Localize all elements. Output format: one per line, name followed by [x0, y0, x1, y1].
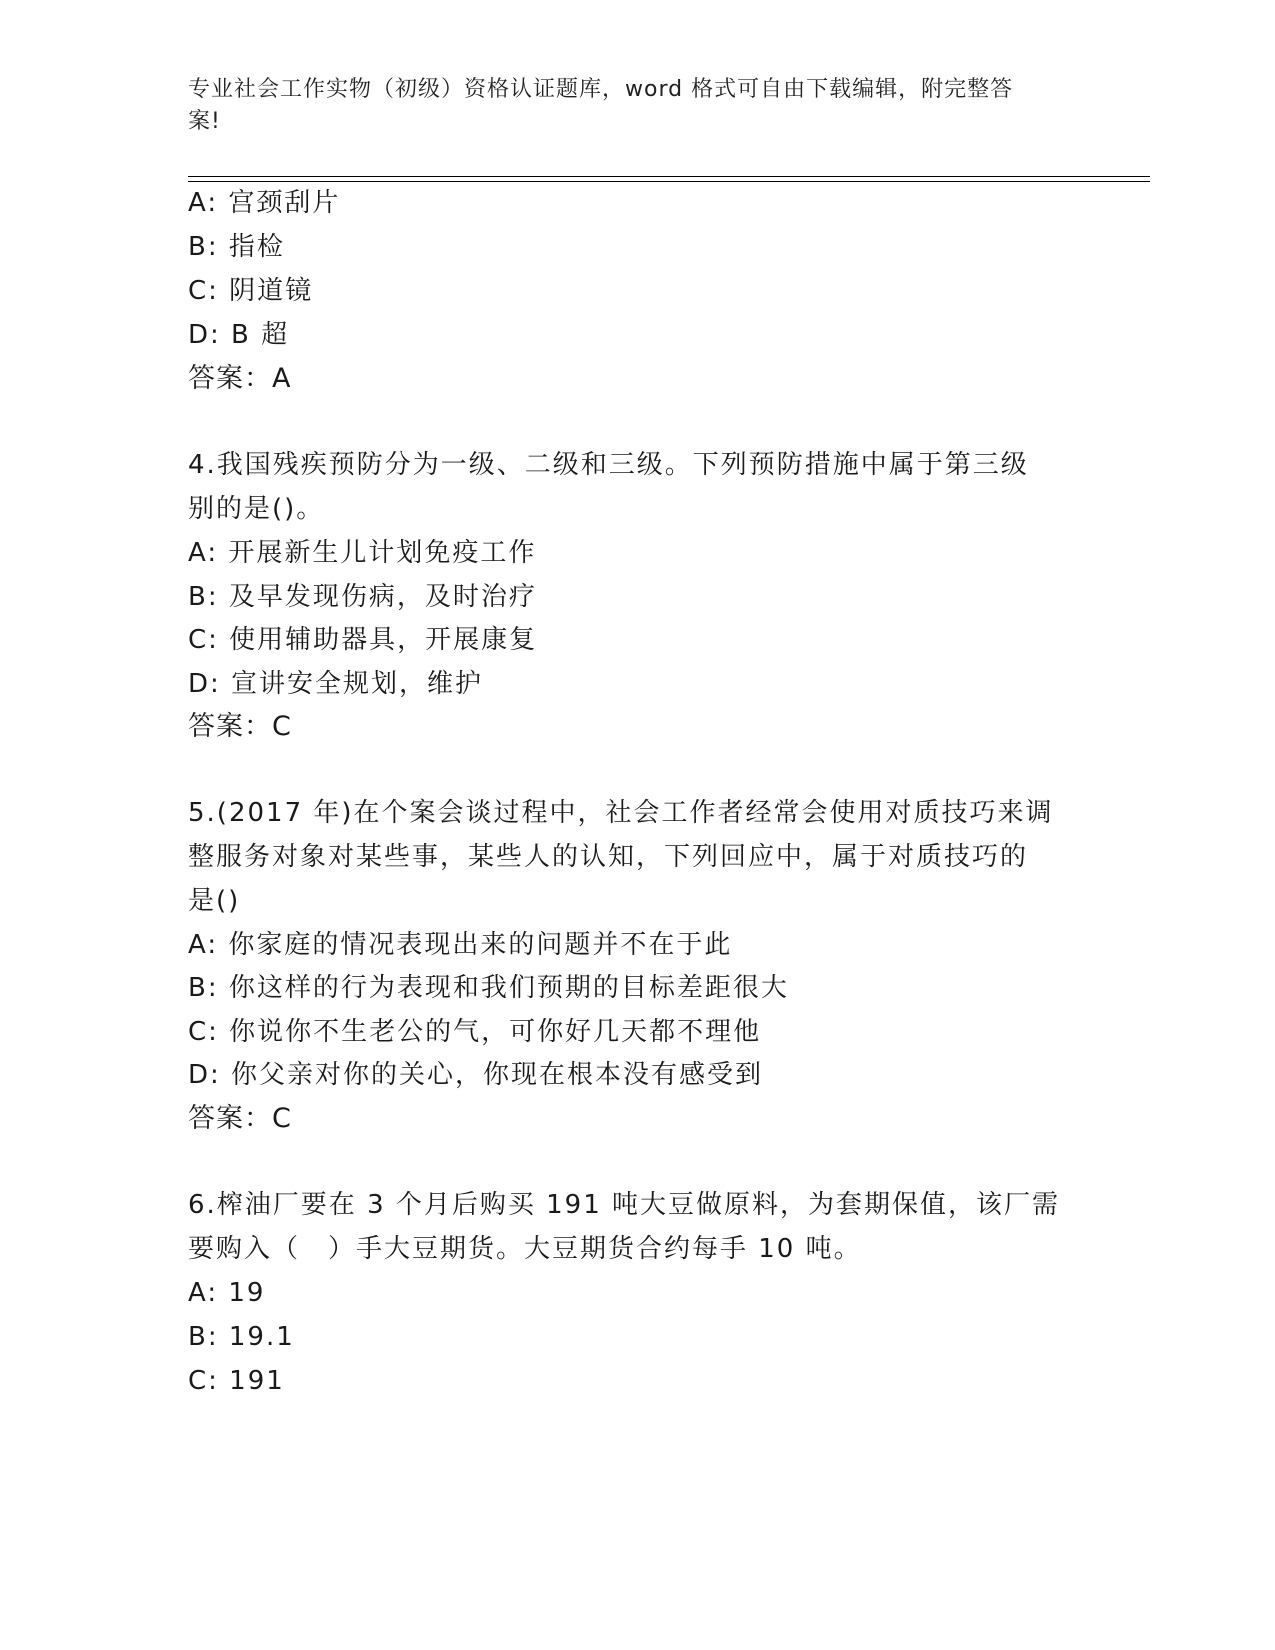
q6-stem-line-1: 6.榨油厂要在 3 个月后购买 191 吨大豆做原料，为套期保值，该厂需: [188, 1190, 1061, 1220]
document-header: [188, 74, 1068, 138]
q4-option-d: D: 宣讲安全规划，维护: [188, 669, 484, 699]
q3-option-b: B: 指检: [188, 232, 285, 262]
header-rule-top: [188, 176, 1150, 177]
q3-option-c: C: 阴道镜: [188, 276, 314, 306]
header-rule-bottom: [188, 181, 1150, 182]
q6-stem-line-2: 要购入（ ）手大豆期货。大豆期货合约每手 10 吨。: [188, 1234, 862, 1264]
q4-option-b: B: 及早发现伤病，及时治疗: [188, 582, 537, 612]
q6-option-c: C: 191: [188, 1366, 285, 1396]
q3-option-d: D: B 超: [188, 320, 290, 350]
q5-option-b: B: 你这样的行为表现和我们预期的目标差距很大: [188, 973, 789, 1003]
q5-option-c: C: 你说你不生老公的气，可你好几天都不理他: [188, 1017, 762, 1047]
q5-option-a: A: 你家庭的情况表现出来的问题并不在于此: [188, 930, 733, 960]
q5-stem-line-1: 5.(2017 年)在个案会谈过程中，社会工作者经常会使用对质技巧来调: [188, 798, 1054, 828]
q6-option-a: A: 19: [188, 1278, 266, 1308]
q4-stem-line-2: 别的是()。: [188, 494, 325, 524]
q6-option-b: B: 19.1: [188, 1322, 295, 1352]
q5-option-d: D: 你父亲对你的关心，你现在根本没有感受到: [188, 1060, 764, 1090]
q3-answer: 答案：A: [188, 363, 292, 394]
q5-answer: 答案：C: [188, 1103, 292, 1134]
q4-option-a: A: 开展新生儿计划免疫工作: [188, 538, 537, 568]
q3-option-a: A: 宫颈刮片: [188, 188, 341, 218]
header-line-2: 案!: [188, 109, 221, 134]
q4-option-c: C: 使用辅助器具，开展康复: [188, 625, 538, 655]
header-line-1: 专业社会工作实物（初级）资格认证题库，word 格式可自由下载编辑，附完整答: [188, 77, 1014, 102]
q4-answer: 答案：C: [188, 711, 292, 742]
q5-stem-line-2: 整服务对象对某些事，某些人的认知，下列回应中，属于对质技巧的: [188, 842, 1029, 872]
q5-stem-line-3: 是(): [188, 886, 241, 916]
q4-stem-line-1: 4.我国残疾预防分为一级、二级和三级。下列预防措施中属于第三级: [188, 450, 1029, 480]
